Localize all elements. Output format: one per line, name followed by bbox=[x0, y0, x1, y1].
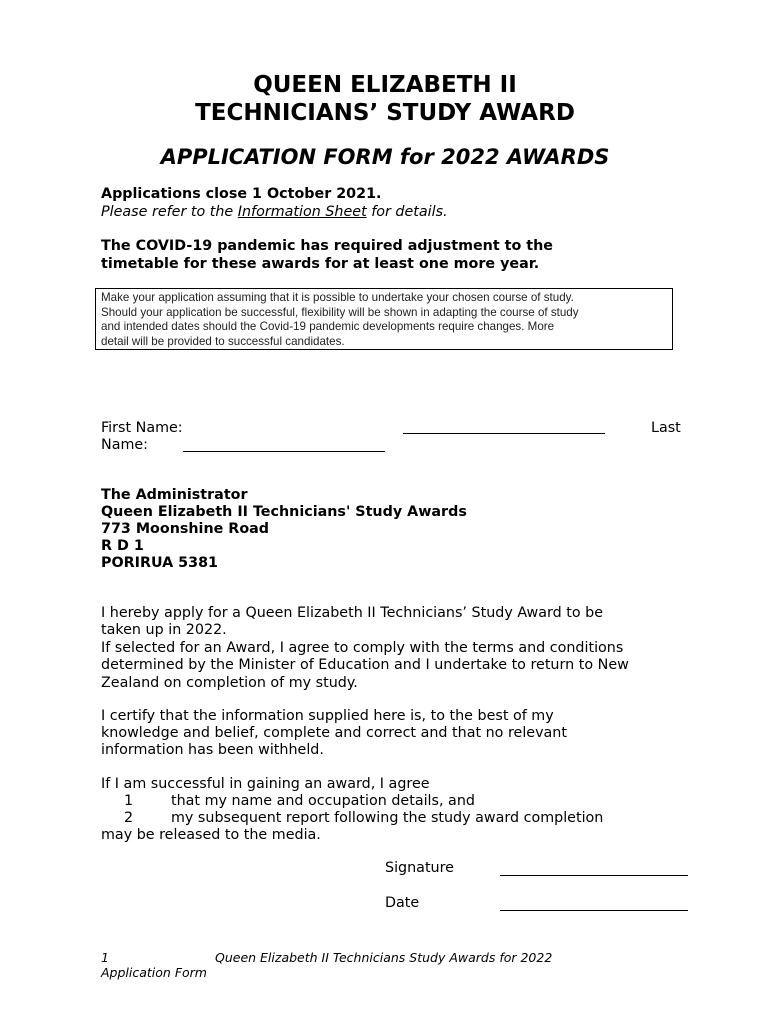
declaration-p1-line-2: taken up in 2022. bbox=[101, 622, 227, 638]
covid-line-2: timetable for these awards for at least one more year. bbox=[101, 256, 540, 272]
notice-line-1: Make your application assuming that it is possible to undertake your chosen course of study. bbox=[101, 291, 574, 304]
declaration-p2-line-1: I certify that the information supplied here is, to the best of my bbox=[101, 708, 554, 724]
refer-suffix: for details. bbox=[366, 204, 448, 220]
declaration-p1-line-3: If selected for an Award, I agree to comply with the terms and conditions bbox=[101, 640, 624, 656]
signature-label: Signature bbox=[385, 860, 454, 876]
item-1-number: 1 bbox=[124, 793, 134, 809]
signature-field[interactable] bbox=[500, 875, 688, 876]
notice-line-4: detail will be provided to successful candidates. bbox=[101, 334, 345, 348]
declaration-p1-line-4: determined by the Minister of Education and I undertake to return to New bbox=[101, 657, 629, 673]
item-2-number: 2 bbox=[124, 810, 134, 826]
address-line-2: Queen Elizabeth II Technicians' Study Awards bbox=[101, 504, 467, 520]
footer-center-text: Queen Elizabeth II Technicians Study Awards for 2022 bbox=[215, 950, 553, 965]
last-name-label-part1: Last bbox=[651, 420, 681, 436]
declaration-p3-last: may be released to the media. bbox=[101, 827, 321, 843]
information-sheet-link[interactable]: Information Sheet bbox=[237, 204, 367, 220]
first-name-field[interactable] bbox=[403, 433, 605, 434]
declaration-p3-line-1: If I am successful in gaining an award, I agree bbox=[101, 776, 430, 792]
declaration-p2-line-2: knowledge and belief, complete and correct and that no relevant bbox=[101, 725, 567, 741]
covid-line-1: The COVID-19 pandemic has required adjustment to the bbox=[101, 238, 553, 254]
footer-second-line: Application Form bbox=[101, 965, 207, 980]
notice-line-3: and intended dates should the Covid-19 pandemic developments require changes. More bbox=[101, 320, 555, 333]
notice-line-2: Should your application be successful, flexibility will be shown in adapting the course of study bbox=[101, 305, 579, 319]
date-label: Date bbox=[385, 895, 420, 911]
footer-page-number: 1 bbox=[101, 950, 109, 965]
date-field[interactable] bbox=[500, 910, 688, 911]
item-1-text: that my name and occupation details, and bbox=[171, 793, 475, 809]
last-name-label-part2: Name: bbox=[101, 437, 148, 453]
covid-notice-box bbox=[95, 288, 673, 350]
refer-prefix: Please refer to the bbox=[101, 204, 238, 220]
declaration-p1-line-1: I hereby apply for a Queen Elizabeth II Technicians’ Study Award to be bbox=[101, 605, 604, 621]
address-line-1: The Administrator bbox=[101, 487, 248, 503]
last-name-field[interactable] bbox=[183, 451, 385, 452]
form-subtitle: APPLICATION FORM for 2022 AWARDS bbox=[160, 145, 610, 169]
item-2-text: my subsequent report following the study award completion bbox=[171, 810, 604, 826]
declaration-p1-line-5: Zealand on completion of my study. bbox=[101, 675, 358, 691]
address-line-3: 773 Moonshine Road bbox=[101, 521, 270, 537]
address-line-4: R D 1 bbox=[101, 538, 144, 554]
address-line-5: PORIRUA 5381 bbox=[101, 555, 218, 571]
title-line-2: TECHNICIANS’ STUDY AWARD bbox=[195, 100, 575, 126]
refer-line bbox=[101, 204, 448, 221]
title-line-1: QUEEN ELIZABETH II bbox=[253, 72, 517, 98]
declaration-p2-line-3: information has been withheld. bbox=[101, 742, 324, 758]
first-name-label: First Name: bbox=[101, 420, 183, 436]
close-date: Applications close 1 October 2021. bbox=[101, 186, 382, 202]
